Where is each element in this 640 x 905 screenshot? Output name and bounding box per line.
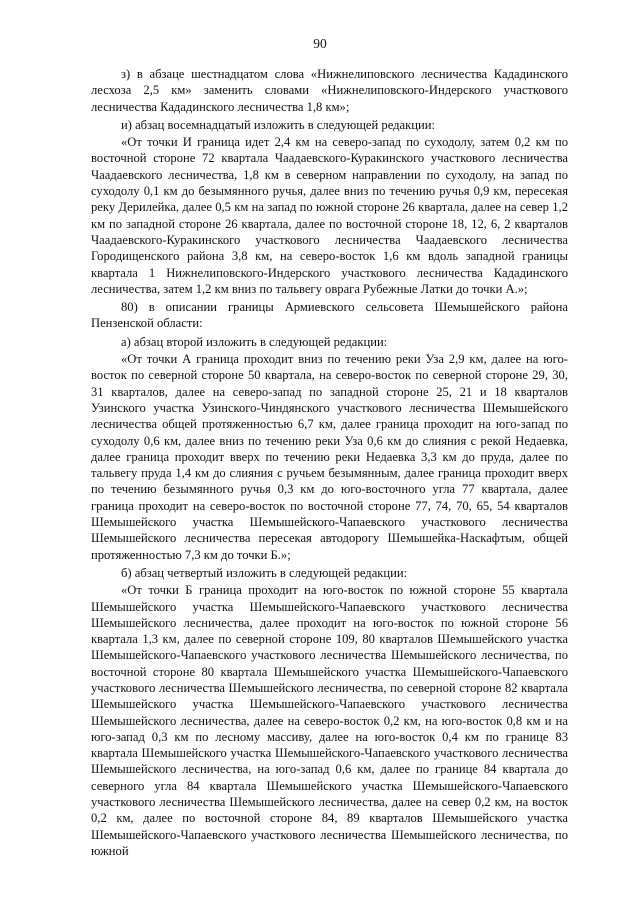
paragraph-quote-tochka-b: «От точки Б граница проходит на юго-восток по южной стороне 55 квартала Шемышейского участка Шемышейского-Чапаевского участкового лесничества Шемышейского лесничества, далее проходит на юго-восток по южной стороне 56 квартала 1,3 км, далее по северной стороне 109, 80 кварталов Шемышейского участка Шемышейского-Чапаевского участкового лесничества Шемышейского лесничества, по восточной стороне 80 квартала Шемышейского участка Шемышейского-Чапаевского участкового лесничества Шемышейского лесничества, по северной стороне 82 квартала Шемышейского участка Шемышейского-Чапаевского участкового лесничества Шемышейского лесничества, далее на северо-восток 0,2 км, на юго-восток 0,8 км и на юго-запад 0,3 км по лесному массиву, далее на юго-восток 0,4 км по границе 83 квартала Шемышейского участка Шемышейского-Чапаевского участкового лесничества Шемышейского лесничества, на юго-запад 0,6 км, далее по границе 84 квартала до северного угла 84 квартала Шемышейского участка Шемышейского-Чапаевского участкового лесничества Шемышейского лесничества, далее на север 0,2 км, на восток 0,2 км, далее по восточной стороне 84, 89 кварталов Шемышейского участка Шемышейского-Чапаевского участкового лесничества Шемышейского лесничества, по южной bbox=[91, 583, 568, 858]
page-number: 90 bbox=[313, 36, 327, 51]
paragraph-item-z: з) в абзаце шестнадцатом слова «Нижнелиповского лесничества Кададинского лесхоза 2,5 км» заменить словами «Нижнелиповского-Индерского участкового лесничества Кададинского лесничества 1,8 км»; bbox=[91, 67, 568, 114]
paragraph-quote-tochka-i: «От точки И граница идет 2,4 км на северо-запад по суходолу, затем 0,2 км по восточной стороне 72 квартала Чаадаевского-Куракинского участкового лесничества Чаадаевского лесничества, 1,8 км в северном направлении по суходолу, на запад по суходолу 0,1 км до безымянного ручья, далее вниз по течению ручья 0,9 км, пересекая реку Дерилейка, далее 0,5 км на запад по южной стороне 26 квартала, далее на север 1,2 км по западной стороне 26 квартала, далее по восточной стороне 18, 12, 6, 2 кварталов Чаадаевского-Куракинского участкового лесничества Чаадаевского лесничества Городищенского района 3,8 км, на северо-восток 1,6 км вдоль западной границы квартала 1 Нижнелиповского-Индерского участкового лесничества Кададинского лесничества, затем 1,2 км вниз по тальвегу оврага Рубежные Латки до точки А.»; bbox=[91, 135, 568, 296]
paragraph-item-80: 80) в описании границы Армиевского сельсовета Шемышейского района Пензенской области: bbox=[91, 300, 568, 331]
document-body bbox=[91, 66, 568, 861]
paragraph-quote-tochka-a: «От точки А граница проходит вниз по течению реки Уза 2,9 км, далее на юго-восток по северной стороне 50 квартала, на северо-восток по северной стороне 29, 30, 31 кварталов, далее на северо-запад по западной стороне 25, 21 и 18 кварталов Узинского участка Узинского-Чиндянского участкового лесничества Шемышейского лесничества общей протяженностью 6,7 км, далее граница проходит на юго-запад по суходолу 0,6 км, далее вниз по течению реки Уза 0,6 км до слияния с рекой Недаевка, далее граница проходит вверх по течению реки Недаевка 3,3 км до пруда, далее по тальвегу пруда 1,4 км до слияния с ручьем безымянным, далее граница проходит вверх по течению безымянного ручья 0,3 км до юго-восточного угла 77 квартала, далее граница проходит на северо-восток по восточной стороне 77, 74, 70, 65, 54 кварталов Шемышейского участка Шемышейского-Чапаевского участкового лесничества Шемышейского лесничества пересекая автодорогу Шемышейка-Наскафтым, общей протяженностью 7,3 км до точки Б.»; bbox=[91, 352, 568, 562]
paragraph-item-b: б) абзац четвертый изложить в следующей редакции: bbox=[121, 565, 408, 580]
paragraph-item-i: и) абзац восемнадцатый изложить в следующей редакции: bbox=[121, 117, 435, 132]
paragraph-item-a: а) абзац второй изложить в следующей редакции: bbox=[121, 334, 388, 349]
